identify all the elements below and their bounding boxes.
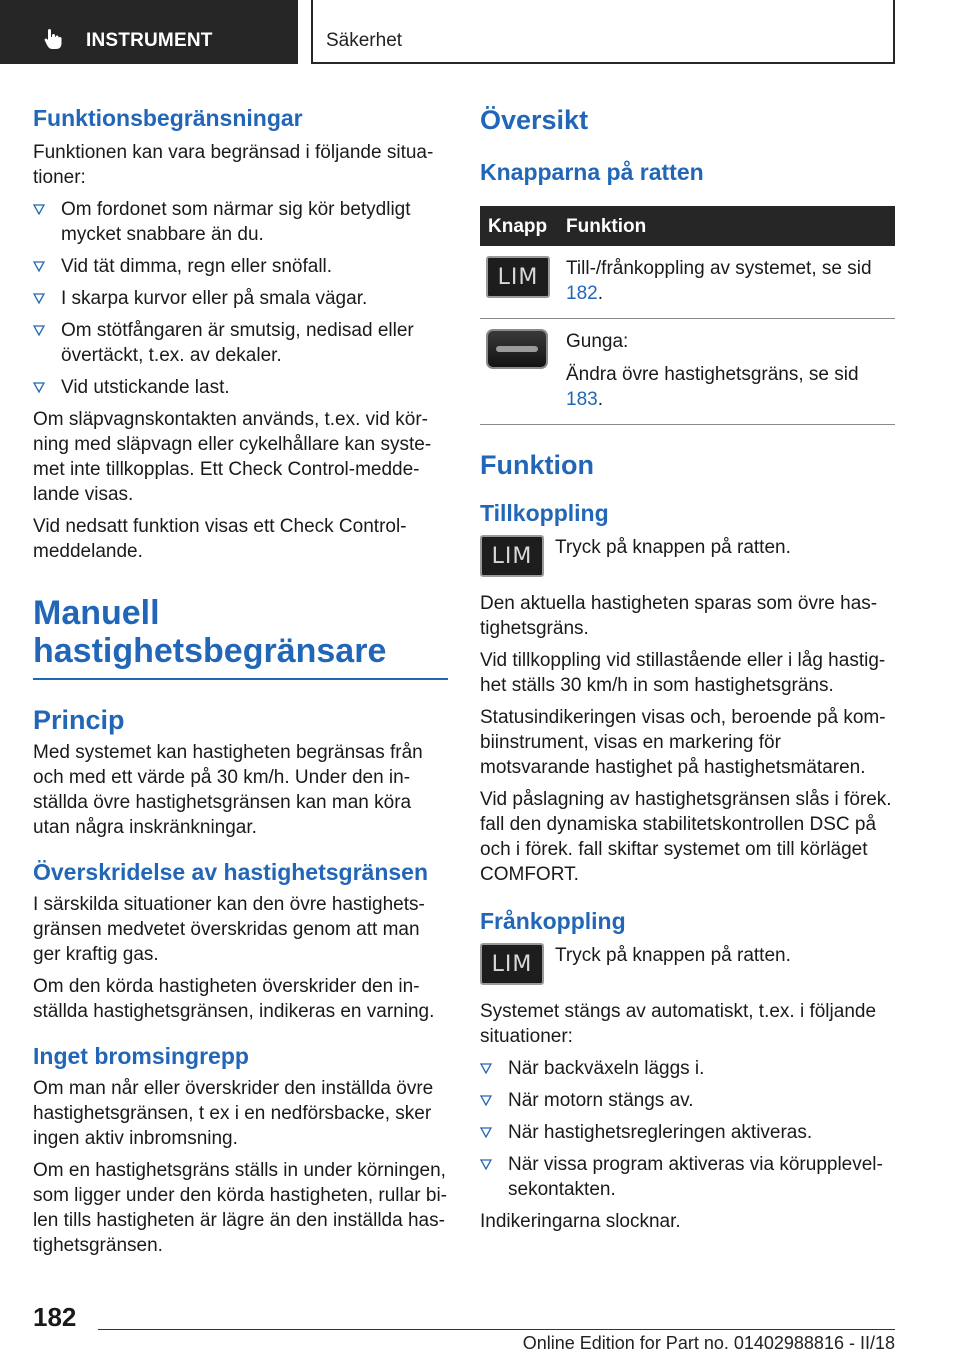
trailer-paragraph: Om släpvagnskontakten används, t.ex. vid kör-ning med släpvagn eller cykelhållare kan syste-met inte tillkopplas. Ett Check Control-medde-lande visas. xyxy=(33,409,432,505)
switch-on-heading: Tillkoppling xyxy=(480,500,609,526)
list-item: Vid tät dimma, regn eller snöfall. xyxy=(33,254,448,279)
table-row: Gunga: Ändra övre hastighetsgräns, se sid 183. xyxy=(480,319,895,425)
column-header-function: Funktion xyxy=(558,206,895,246)
switch-on-paragraph-3: Statusindikeringen visas och, beroende på kom-biinstrument, visas en markering för motsvarande hastighet på hastighetsmätaren. xyxy=(480,707,886,778)
limits-heading: Funktionsbegränsningar xyxy=(33,105,303,131)
switch-off-intro: Systemet stängs av automatiskt, t.ex. i följande situationer: xyxy=(480,1001,877,1047)
manual-limiter-heading: Manuell hastighetsbegränsare xyxy=(33,594,448,680)
page-link-182[interactable]: 182 xyxy=(566,283,598,304)
exceed-heading: Överskridelse av hastighetsgränsen xyxy=(33,859,429,885)
bullet-triangle-icon xyxy=(480,1095,492,1106)
switch-off-heading: Frånkoppling xyxy=(480,908,626,934)
buttons-table xyxy=(480,206,895,425)
bullet-triangle-icon xyxy=(480,1127,492,1138)
switch-on-instruction: LIM Tryck på knappen på ratten. xyxy=(480,535,895,583)
hand-pointer-icon xyxy=(44,28,62,50)
right-column xyxy=(480,104,895,1241)
lim-button-icon: LIM xyxy=(480,943,544,985)
principle-heading: Princip xyxy=(33,705,125,735)
limits-list xyxy=(33,197,448,400)
bullet-triangle-icon xyxy=(480,1063,492,1074)
rocker-switch-icon xyxy=(486,329,548,369)
bullet-triangle-icon xyxy=(33,204,45,215)
brake-paragraph-2: Om en hastighetsgräns ställs in under körningen, som ligger under den körda hastigheten, rullar bi-len tills hastigheten är lägre än den inställda has-tighetsgränsen. xyxy=(33,1160,448,1256)
column-header-button: Knapp xyxy=(480,206,558,246)
page-link-183[interactable]: 183 xyxy=(566,389,598,410)
table-header-row xyxy=(480,206,895,246)
chapter-tab[interactable] xyxy=(0,0,298,64)
list-item: När backväxeln läggs i. xyxy=(480,1056,895,1081)
principle-paragraph: Med systemet kan hastigheten begränsas från och med ett värde på 30 km/h. Under den in-ställda övre hastighetsgränsen kan man köra utan några inskränkningar. xyxy=(33,742,423,838)
switch-off-instruction: LIM Tryck på knappen på ratten. xyxy=(480,943,895,991)
function-heading: Funktion xyxy=(480,450,594,480)
bullet-triangle-icon xyxy=(480,1159,492,1170)
brake-paragraph-1: Om man når eller överskrider den inställda övre hastighetsgränsen, t ex i en nedförsbacke, sker ingen aktiv inbromsning. xyxy=(33,1078,434,1149)
footer-divider xyxy=(98,1329,895,1330)
switch-off-outro: Indikeringarna slocknar. xyxy=(480,1211,681,1232)
switch-on-paragraph-2: Vid tillkoppling vid stillastående eller i låg hastig-het ställs 30 km/h in som hastighetsgräns. xyxy=(480,650,886,696)
exceed-paragraph-1: I särskilda situationer kan den övre hastighets-gränsen medvetet överskridas genom att man ger kraftig gas. xyxy=(33,894,425,965)
switch-on-paragraph-4: Vid påslagning av hastighetsgränsen slås i förek. fall den dynamiska stabilitetskontrollen DSC på och i förek. fall skiftar systemet om till körläget COMFORT. xyxy=(480,789,892,885)
section-header xyxy=(311,0,895,64)
list-item: Om fordonet som närmar sig kör betydligt mycket snabbare än du. xyxy=(33,197,448,247)
switch-on-paragraph-1: Den aktuella hastigheten sparas som övre has-tighetsgräns. xyxy=(480,593,878,639)
lim-button-icon: LIM xyxy=(480,535,544,577)
brake-heading: Inget bromsingrepp xyxy=(33,1043,249,1069)
section-label: Säkerhet xyxy=(326,30,403,51)
list-item: När vissa program aktiveras via körupplevel-sekontakten. xyxy=(480,1152,895,1202)
list-item: När hastighetsregleringen aktiveras. xyxy=(480,1120,895,1145)
left-column xyxy=(33,104,448,1265)
list-item: När motorn stängs av. xyxy=(480,1088,895,1113)
reduced-function-paragraph: Vid nedsatt funktion visas ett Check Control-meddelande. xyxy=(33,516,407,562)
edition-note: Online Edition for Part no. 01402988816 - II/18 xyxy=(522,1333,895,1353)
buttons-heading: Knapparna på ratten xyxy=(480,159,704,185)
list-item: Vid utstickande last. xyxy=(33,375,448,400)
exceed-paragraph-2: Om den körda hastigheten överskrider den in-ställda hastighetsgränsen, indikeras en varning. xyxy=(33,976,435,1022)
limits-intro: Funktionen kan vara begränsad i följande situa-tioner: xyxy=(33,142,434,188)
lim-button-icon: LIM xyxy=(486,256,550,298)
bullet-triangle-icon xyxy=(33,325,45,336)
overview-heading: Översikt xyxy=(480,105,589,135)
list-item: Om stötfångaren är smutsig, nedisad eller övertäckt, t.ex. av dekaler. xyxy=(33,318,448,368)
table-row: LIM Till-/frånkoppling av systemet, se sid 182. xyxy=(480,246,895,319)
bullet-triangle-icon xyxy=(33,382,45,393)
switch-off-list xyxy=(480,1056,895,1202)
bullet-triangle-icon xyxy=(33,293,45,304)
heading-divider xyxy=(33,678,448,680)
bullet-triangle-icon xyxy=(33,261,45,272)
chapter-label: INSTRUMENT xyxy=(86,30,213,51)
page-number: 182 xyxy=(33,1302,77,1332)
list-item: I skarpa kurvor eller på smala vägar. xyxy=(33,286,448,311)
